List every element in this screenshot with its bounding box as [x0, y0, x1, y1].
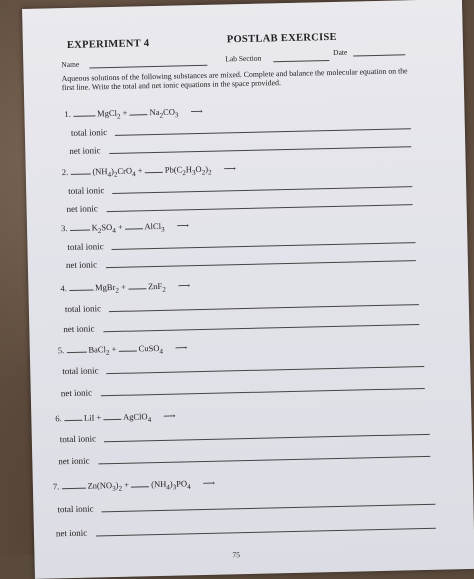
- reactant-1: $(NH_4)_2CrO_4$: [92, 165, 136, 179]
- arrow-icon: ⟶: [176, 220, 189, 231]
- reactant-1: $Zn(NO_3)_2$: [87, 479, 123, 493]
- reactant-2: AlCl$_3$: [144, 220, 165, 234]
- problem-5: 5. BaCl$_2$ + CuSO$_4$ ⟶: [57, 342, 188, 357]
- name-field[interactable]: [89, 65, 207, 69]
- net-ionic-label: net ionic: [66, 203, 98, 215]
- date-field[interactable]: [353, 54, 405, 56]
- reactant-1: MgBr$_2$: [94, 281, 120, 295]
- name-label: Name: [61, 59, 80, 70]
- total-ionic-answer-line[interactable]: [112, 242, 416, 250]
- net-ionic-answer-line[interactable]: [96, 528, 436, 537]
- net-ionic-answer-line[interactable]: [98, 456, 430, 465]
- date-label: Date: [333, 47, 348, 57]
- net-ionic-answer-line[interactable]: [106, 260, 416, 268]
- net-ionic-answer-line[interactable]: [101, 388, 425, 396]
- problem-number: 6.: [55, 413, 62, 424]
- coefficient-blank[interactable]: [70, 165, 90, 174]
- problem-number: 1.: [64, 108, 71, 120]
- coefficient-blank[interactable]: [64, 412, 82, 421]
- net-ionic-answer-line[interactable]: [109, 146, 411, 154]
- coefficient-blank[interactable]: [131, 478, 149, 487]
- total-ionic-label: total ionic: [64, 303, 102, 315]
- total-ionic-answer-line[interactable]: [109, 304, 419, 312]
- problem-2: 2. $(NH_4)_2CrO_4 + Pb(C_2H_3O_2)_2$ ⟶: [61, 163, 236, 179]
- arrow-icon: ⟶: [163, 410, 176, 421]
- reactant-2: CuSO$_4$: [138, 342, 164, 356]
- problem-number: 7.: [52, 481, 60, 492]
- problem-3: 3. $K_2SO_4$ + AlCl$_3$ ⟶: [60, 220, 189, 236]
- problem-number: 5.: [57, 345, 65, 356]
- reactant-2: $Pb(C_2H_3O_2)_2$: [164, 163, 212, 178]
- problem-6: 6. LiI + AgClO$_4$ ⟶: [55, 410, 176, 424]
- net-ionic-answer-line[interactable]: [103, 324, 419, 332]
- net-ionic-answer-line[interactable]: [107, 204, 413, 212]
- reactant-1: BaCl$_2$: [88, 344, 110, 357]
- coefficient-blank[interactable]: [128, 280, 146, 289]
- total-ionic-label: total ionic: [68, 185, 105, 196]
- coefficient-blank[interactable]: [73, 107, 95, 116]
- reactant-2: AgClO$_4$: [122, 411, 152, 424]
- coefficient-blank[interactable]: [69, 222, 89, 231]
- reactant-1: $K_2SO_4$: [91, 222, 116, 236]
- problem-7: 7. $Zn(NO_3)_2 + (NH_4)_3PO_4$ ⟶: [52, 477, 216, 493]
- reactant-1: MgCl$_2$: [96, 107, 121, 121]
- reactant-2: ZnF$_2$: [147, 280, 166, 294]
- total-ionic-label: total ionic: [59, 433, 97, 445]
- total-ionic-label: total ionic: [57, 503, 94, 515]
- total-ionic-label: total ionic: [67, 241, 104, 253]
- total-ionic-answer-line[interactable]: [106, 366, 424, 374]
- exercise-title: POSTLAB EXERCISE: [226, 31, 338, 46]
- total-ionic-answer-line[interactable]: [112, 186, 412, 194]
- arrow-icon: ⟶: [190, 105, 203, 117]
- total-ionic-answer-line[interactable]: [101, 504, 435, 513]
- coefficient-blank[interactable]: [66, 344, 86, 353]
- problem-4: 4. MgBr$_2$ + ZnF$_2$ ⟶: [60, 280, 191, 295]
- reactant-2: $Na_2CO_3$: [149, 106, 179, 120]
- instructions: Aqueous solutions of the following substances are mixed. Complete and balance the molecular equation on the first line. Write the total and net ionic equations in the space provided.: [61, 66, 408, 93]
- arrow-icon: ⟶: [223, 163, 236, 174]
- reactant-1: LiI: [83, 412, 95, 423]
- coefficient-blank[interactable]: [125, 220, 143, 229]
- arrow-icon: ⟶: [177, 280, 191, 291]
- coefficient-blank[interactable]: [61, 480, 85, 490]
- total-ionic-answer-line[interactable]: [115, 128, 411, 136]
- net-ionic-label: net ionic: [60, 387, 93, 399]
- total-ionic-label: total ionic: [70, 127, 108, 138]
- lab-section-label: Lab Section: [225, 53, 262, 64]
- net-ionic-label: net ionic: [63, 323, 95, 335]
- arrow-icon: ⟶: [202, 477, 216, 489]
- reactant-2: $(NH_4)_3PO_4$: [151, 478, 191, 492]
- net-ionic-label: net ionic: [55, 527, 88, 539]
- total-ionic-label: total ionic: [62, 365, 99, 377]
- coefficient-blank[interactable]: [118, 342, 136, 351]
- problem-number: 3.: [60, 223, 68, 234]
- page-number: 75: [232, 550, 241, 560]
- problem-number: 4.: [60, 283, 67, 294]
- coefficient-blank[interactable]: [145, 164, 163, 173]
- coefficient-blank[interactable]: [129, 106, 147, 115]
- coefficient-blank[interactable]: [69, 281, 93, 291]
- problem-1: 1. MgCl$_2$ + $Na_2CO_3$ ⟶: [64, 105, 203, 121]
- coefficient-blank[interactable]: [103, 411, 121, 420]
- net-ionic-label: net ionic: [69, 145, 101, 156]
- experiment-title: EXPERIMENT 4: [66, 38, 150, 51]
- problem-number: 2.: [61, 166, 69, 178]
- lab-section-field[interactable]: [273, 60, 329, 62]
- net-ionic-label: net ionic: [58, 455, 90, 467]
- worksheet-page: [22, 0, 474, 579]
- total-ionic-answer-line[interactable]: [104, 434, 430, 442]
- net-ionic-label: net ionic: [65, 259, 98, 271]
- arrow-icon: ⟶: [174, 342, 188, 353]
